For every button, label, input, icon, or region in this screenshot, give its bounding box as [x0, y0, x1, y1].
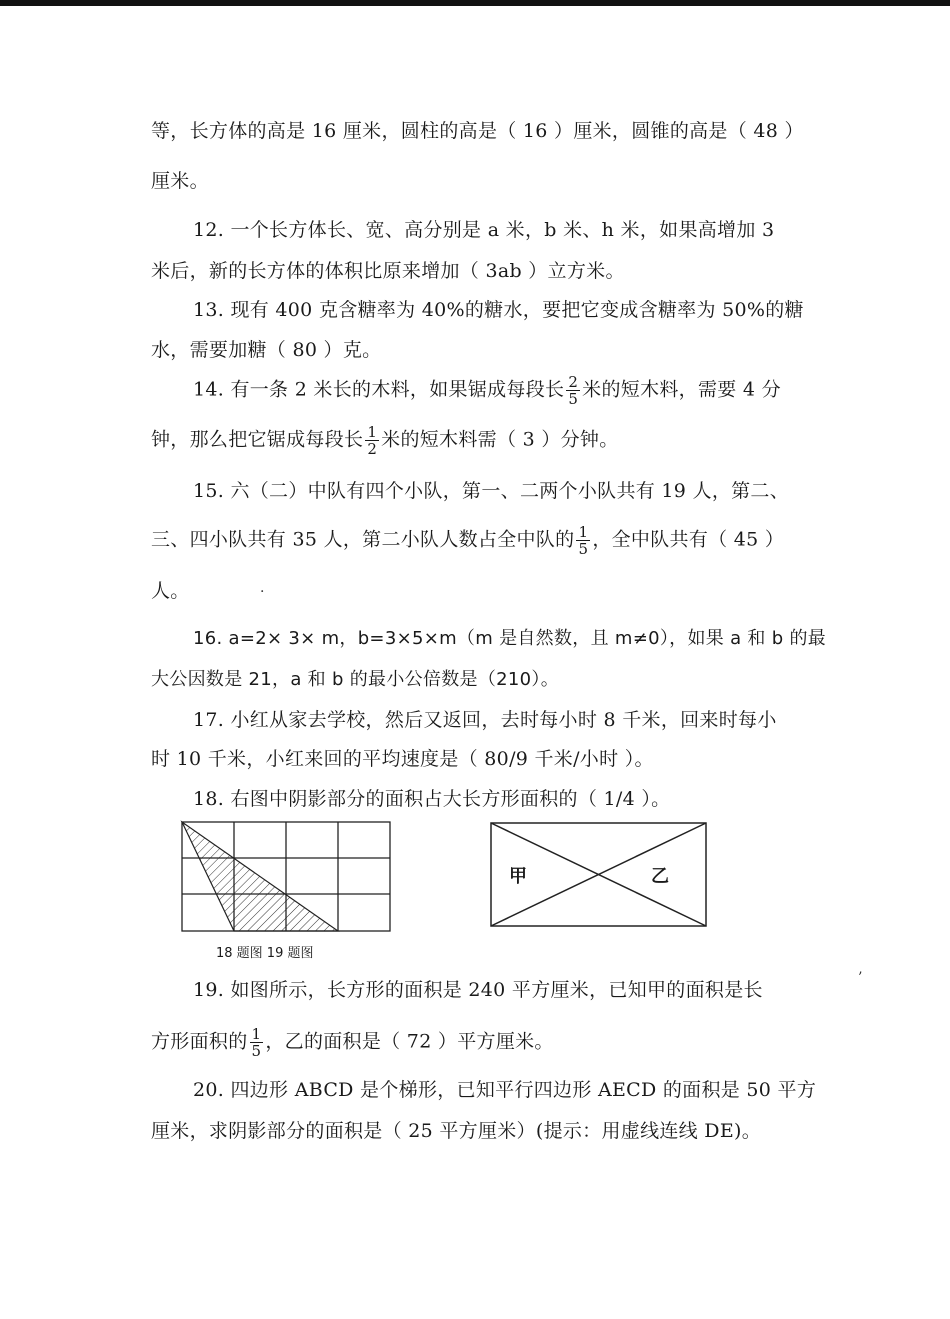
q12-line2: 米后，新的长方体的体积比原来增加（ 3ab ）立方米。	[151, 260, 625, 282]
fraction-1-2: $\frac{1}{2}$	[367, 423, 378, 458]
q14-line1-pre: 14. 有一条 2 米长的木料，如果锯成每段长	[193, 378, 565, 401]
q14-line2	[151, 424, 619, 457]
q15-line2-post: ，全中队共有（ 45 ）	[592, 528, 785, 551]
q14-line1-post: 米的短木料，需要 4 分	[582, 378, 781, 401]
line-q11-unit: 厘米。	[151, 170, 209, 192]
q14-line2-pre: 钟，那么把它锯成每段长	[151, 428, 364, 451]
q20-line2: 厘米，求阴影部分的面积是（ 25 平方厘米）(提示：用虚线连线 DE)。	[151, 1120, 762, 1142]
q13-line2: 水，需要加糖（ 80 ）克。	[151, 339, 382, 361]
fraction-2-5: $\frac{2}{5}$	[568, 373, 579, 408]
line-q11-end: 等，长方体的高是 16 厘米，圆柱的高是（ 16 ）厘米，圆锥的高是（ 48 ）	[151, 120, 804, 142]
scan-speck: ·	[260, 584, 265, 600]
label-jia: 甲	[509, 866, 527, 887]
q15-line2-pre: 三、四小队共有 35 人，第二小队人数占全中队的	[151, 528, 575, 551]
q14-line2-post: 米的短木料需（ 3 ）分钟。	[381, 428, 619, 451]
shaded-triangle	[182, 822, 338, 931]
q17-line1: 17. 小红从家去学校，然后又返回，去时每小时 8 千米，回来时每小	[193, 709, 777, 731]
label-yi: 乙	[651, 866, 669, 887]
q15-line2	[151, 524, 784, 557]
fraction-1-5-q19: $\frac{1}{5}$	[251, 1025, 262, 1060]
scan-top-border	[0, 0, 950, 6]
q12-line1: 12. 一个长方体长、宽、高分别是 a 米，b 米、h 米，如果高增加 3	[193, 219, 775, 241]
q19-line2-post: ，乙的面积是（ 72 ）平方厘米。	[265, 1030, 554, 1053]
scan-speck: ’	[858, 970, 863, 986]
q16-line1: 16. a=2× 3× m，b=3×5×m（m 是自然数，且 m≠0），如果 a 和 b 的最	[193, 628, 827, 649]
q15-line3: 人。	[151, 580, 190, 602]
q17-line2: 时 10 千米，小红来回的平均速度是（ 80/9 千米/小时 ）。	[151, 748, 654, 770]
q20-line1: 20. 四边形 ABCD 是个梯形，已知平行四边形 AECD 的面积是 50 平方	[193, 1079, 817, 1101]
figure-caption: 18 题图 19 题图	[216, 946, 314, 961]
figure-18-grid	[180, 820, 394, 934]
fraction-1-5: $\frac{1}{5}$	[578, 523, 589, 558]
q13-line1: 13. 现有 400 克含糖率为 40%的糖水，要把它变成含糖率为 50%的糖	[193, 299, 804, 321]
q19-line1: 19. 如图所示，长方形的面积是 240 平方厘米，已知甲的面积是长	[193, 979, 763, 1001]
q19-line2	[151, 1026, 554, 1059]
q15-line1: 15. 六（二）中队有四个小队，第一、二两个小队共有 19 人，第二、	[193, 480, 790, 502]
q18-line: 18. 右图中阴影部分的面积占大长方形面积的（ 1/4 ）。	[193, 788, 671, 810]
q14-line1	[193, 374, 781, 407]
q16-line2: 大公因数是 21，a 和 b 的最小公倍数是（210）。	[151, 669, 560, 690]
q19-line2-pre: 方形面积的	[151, 1030, 248, 1053]
